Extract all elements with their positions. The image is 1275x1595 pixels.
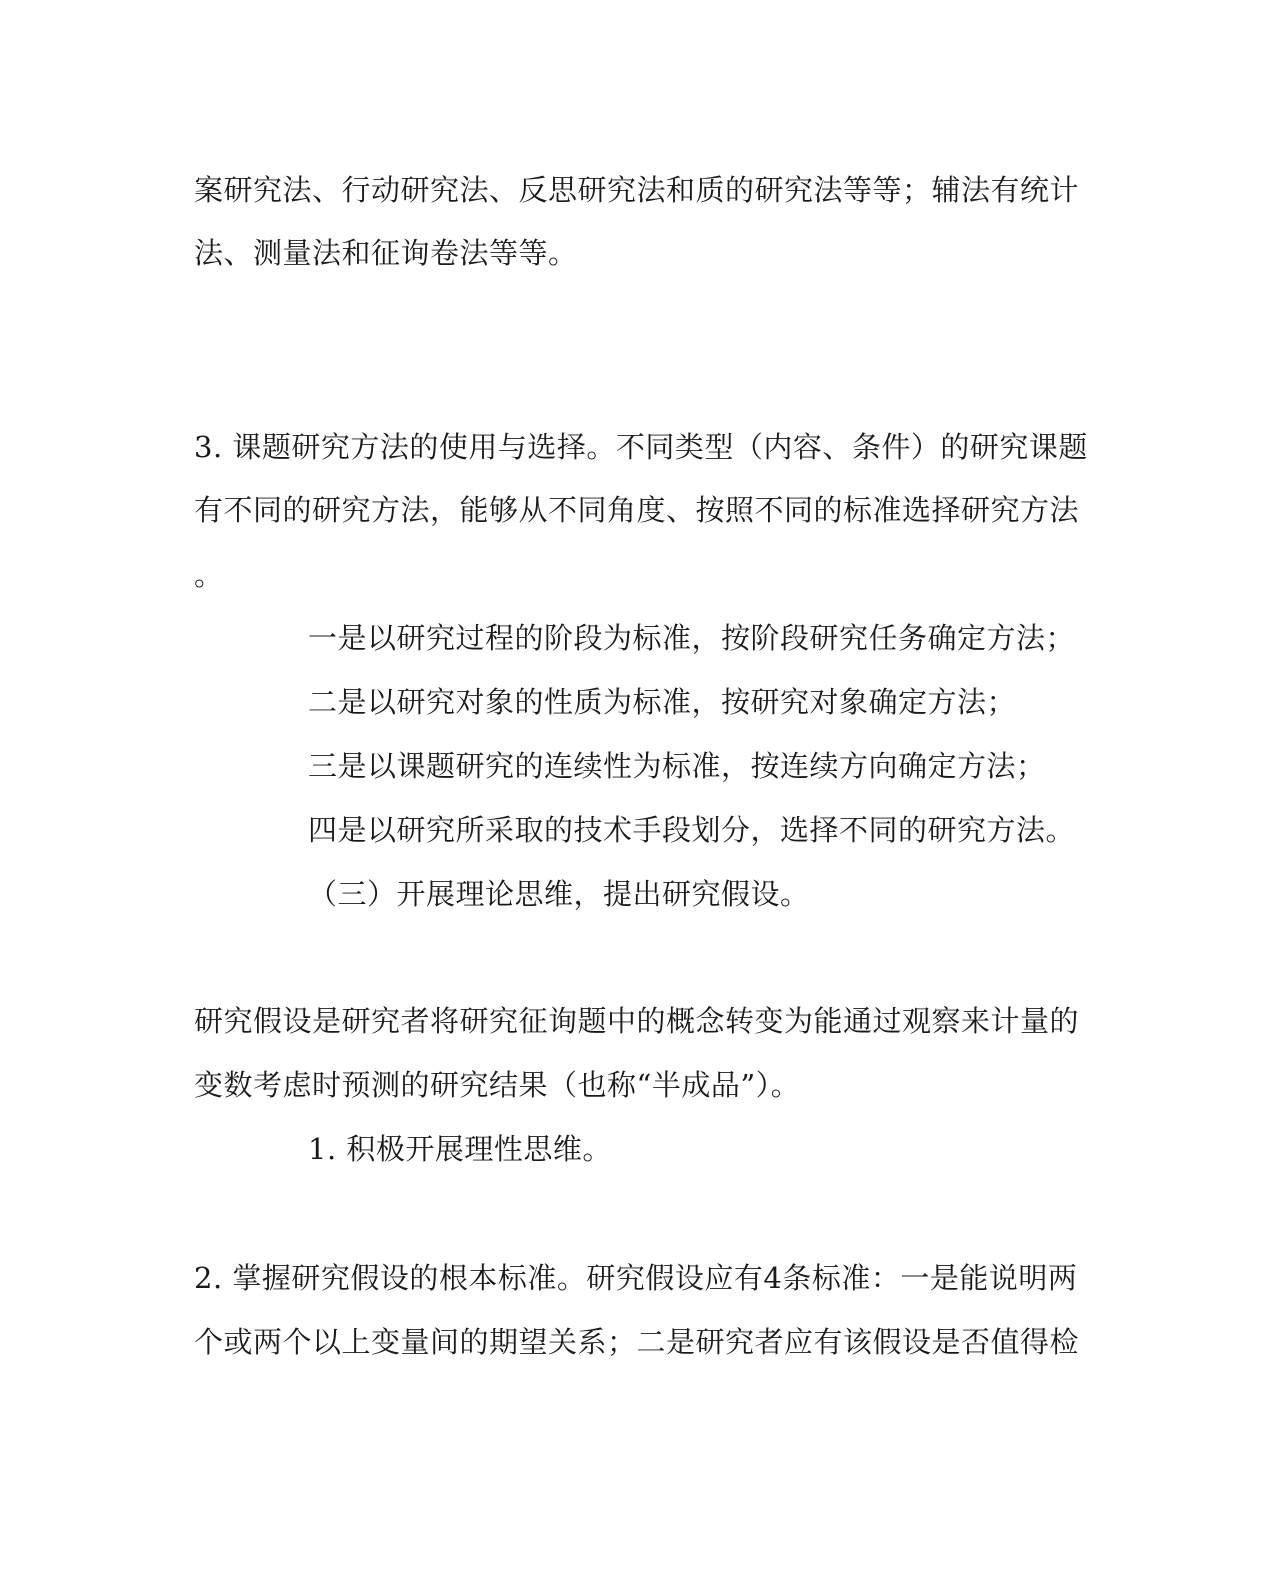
text-line: 案研究法、行动研究法、反思研究法和质的研究法等等；辅法有统计 — [194, 173, 1080, 207]
text-line: 。 — [194, 558, 224, 592]
text-line: 变数考虑时预测的研究结果（也称“半成品”）。 — [194, 1068, 801, 1102]
list-item: 三是以课题研究的连续性为标准，按连续方向确定方法； — [308, 749, 1046, 783]
list-item: 四是以研究所采取的技术手段划分，选择不同的研究方法。 — [308, 813, 1076, 847]
text-line: 有不同的研究方法，能够从不同角度、按照不同的标准选择研究方法 — [194, 493, 1080, 527]
text-line: 3. 课题研究方法的使用与选择。不同类型（内容、条件）的研究课题 — [194, 430, 1088, 464]
text-line: 2. 掌握研究假设的根本标准。研究假设应有4条标准：一是能说明两 — [194, 1261, 1078, 1295]
subheading: 1. 积极开展理性思维。 — [308, 1132, 612, 1166]
text-line: 研究假设是研究者将研究征询题中的概念转变为能通过观察来计量的 — [194, 1004, 1080, 1038]
section-heading: （三）开展理论思维，提出研究假设。 — [308, 877, 810, 911]
list-item: 二是以研究对象的性质为标准，按研究对象确定方法； — [308, 685, 1017, 719]
text-line: 法、测量法和征询卷法等等。 — [194, 236, 578, 270]
list-item: 一是以研究过程的阶段为标准，按阶段研究任务确定方法； — [308, 621, 1076, 655]
text-line: 个或两个以上变量间的期望关系；二是研究者应有该假设是否值得检 — [194, 1325, 1080, 1359]
